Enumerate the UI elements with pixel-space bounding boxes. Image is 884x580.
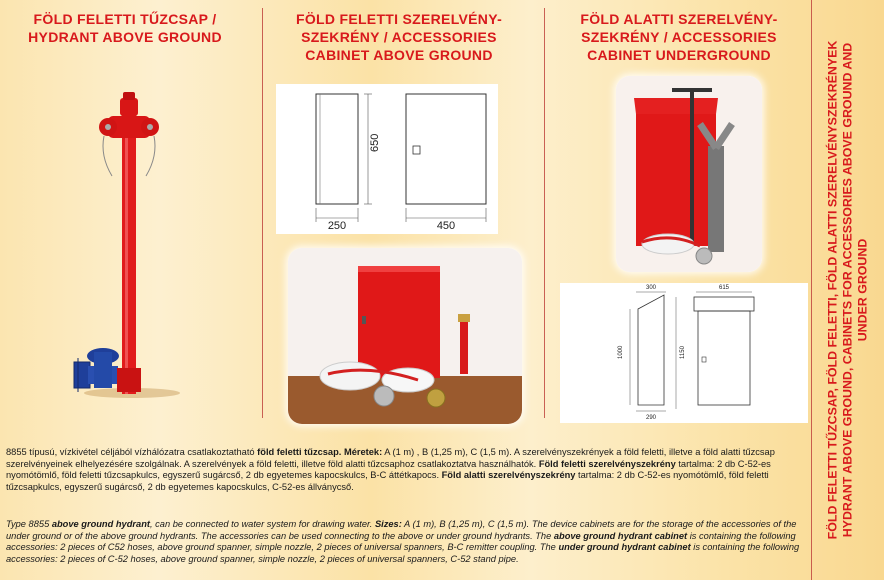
side-title-band	[812, 0, 884, 580]
bold-run: under ground hydrant cabinet	[558, 542, 691, 553]
front-height-dimension: 1150	[680, 346, 686, 359]
cabinet-under-title-line3: CABINET UNDERGROUND	[587, 47, 771, 63]
cabinet-above-title	[264, 10, 534, 64]
top-side-dimension: 300	[645, 285, 657, 291]
cabinet-above-title-line2: SZEKRÉNY / ACCESSORIES	[301, 29, 497, 45]
hydrant-title-line1: FÖLD FELETTI TŰZCSAP /	[33, 11, 217, 27]
cabinet-under-title-line2: SZEKRÉNY / ACCESSORIES	[581, 29, 777, 45]
hydrant-title-line2: HYDRANT ABOVE GROUND	[28, 29, 222, 45]
bold-run: above ground hydrant	[51, 519, 150, 529]
text-run: A (1 m), B (1,25 m), C (1,5 m). The device cabinets are for the storage of the accessories of the under ground or of the above ground hydrants. The accessories can be used connecting to the above or under ground hydrants. The	[6, 519, 797, 541]
side-title-line1: FÖLD FELETTI TŰZCSAP, FÖLD FELETTI, FÖLD ALATTI SZERELVÉNYSZEKRÉNYEK	[825, 40, 840, 540]
bold-run: Föld alatti szerelvényszekrény	[441, 470, 576, 481]
top-front-dimension: 615	[718, 285, 730, 291]
bold-run: föld feletti tűzcsap. Méretek:	[257, 447, 383, 457]
bold-run: Föld feletti szerelvényszekrény	[538, 458, 676, 469]
text-run: tartalma: 2 db C-52-es nyomótömlő, föld feletti tűzcsapkulcs, egyszerű sugárcső, 2 db egyetemes kapocskulcs, C-52-es állványcső.	[6, 470, 769, 492]
side-height-dimension: 1000	[618, 345, 624, 359]
cabinet-above-title-line3: CABINET ABOVE GROUND	[305, 47, 493, 63]
side-width-dimension: 250	[327, 220, 347, 232]
side-title-line3: UNDER GROUND	[855, 238, 870, 342]
cabinet-under-drawing	[560, 283, 808, 423]
text-run: Type 8855	[6, 519, 52, 529]
column-divider	[262, 8, 263, 418]
front-width-dimension: 450	[436, 220, 456, 232]
bold-run: above ground hydrant cabinet	[553, 530, 688, 541]
cabinet-above-drawing	[276, 84, 498, 234]
text-run: A (1 m) , B (1,25 m), C (1,5 m). A szerelvényszekrények a föld feletti, illetve a föld alatti tűzcsap szerelvényeinek elhelyezésére szolgálnak. A szerelvények a föld feletti, illetve föld alatti tűzcsaphoz csatlakoztatva használhatók.	[6, 447, 775, 469]
hydrant-title	[0, 10, 250, 46]
hydrant-photo	[70, 90, 190, 400]
cabinet-under-title-line1: FÖLD ALATTI SZERELVÉNY-	[580, 11, 778, 27]
cabinet-above-photo	[288, 248, 522, 424]
description-english	[6, 519, 812, 565]
text-run: is containing the following accessories: 2 pieces of C52 hoses, above ground spanner, simple nozzle, 2 pieces of universal spanners, B-C remitter coupling. The	[6, 530, 796, 553]
text-run: , can be connected to water system for drawing water.	[149, 519, 375, 529]
bottom-width-dimension: 290	[645, 415, 657, 421]
description-hungarian	[6, 447, 812, 493]
cabinet-under-photo	[616, 76, 762, 272]
column-divider	[544, 8, 545, 418]
cabinet-under-title	[546, 10, 812, 64]
cabinet-above-title-line1: FÖLD FELETTI SZERELVÉNY-	[295, 11, 503, 27]
side-title	[826, 5, 871, 575]
bold-run: Sizes:	[374, 519, 402, 529]
text-run: tartalma: 2 db C-52-es nyomótömlő, föld feletti tűzcsapkulcs, egyszerű sugárcső, 2 db egyetemes kapocskulcs, B-C áttétkapocs.	[6, 458, 771, 481]
side-title-line2: HYDRANT ABOVE GROUND, CABINETS FOR ACCESSORIES ABOVE GROUND AND	[840, 42, 855, 538]
height-dimension: 650	[369, 133, 381, 152]
text-run: is containing the following accessories: 2 pieces of C-52 hoses, above ground spanner, simple nozzle, 2 pieces of universal spanners, C-52 stand pipe.	[6, 542, 800, 564]
text-run: 8855 típusú, vízkivétel céljából vízhálózatra csatlakoztatható	[6, 447, 258, 457]
